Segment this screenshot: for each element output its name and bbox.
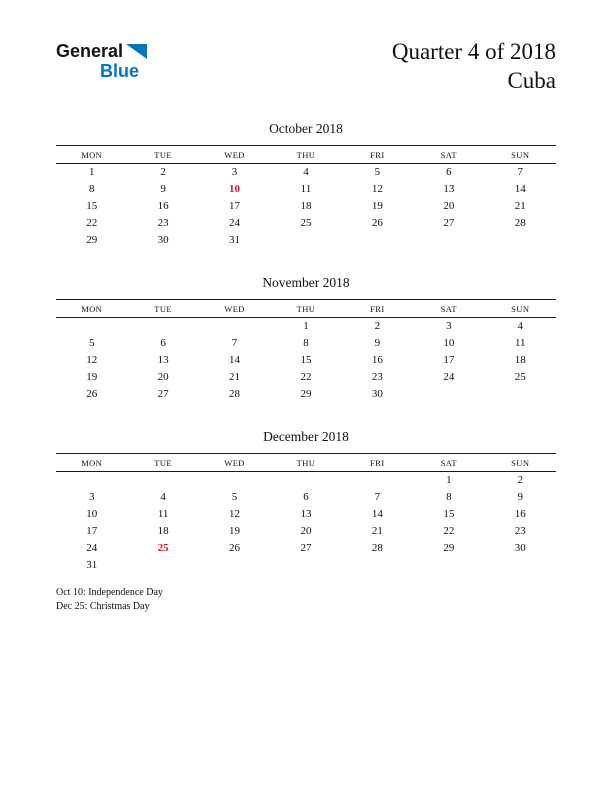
day-cell: 8: [303, 337, 309, 349]
title-country: Cuba: [507, 67, 556, 93]
day-cell: 12: [371, 183, 383, 195]
weekday-header: WED: [224, 457, 245, 468]
day-cell: 8: [446, 491, 452, 503]
day-cell: 5: [231, 491, 238, 503]
week-row: [56, 471, 556, 489]
day-cell: 21: [514, 200, 526, 212]
weekday-header: SUN: [511, 457, 530, 468]
empty-cell: [413, 232, 484, 249]
day-cell: 29: [443, 542, 455, 554]
day-cell: 19: [371, 200, 383, 212]
day-cell: 1: [88, 166, 95, 178]
weekday-header: FRI: [370, 303, 385, 314]
weekday-header: TUE: [154, 303, 172, 314]
day-cell: 13: [157, 354, 169, 366]
day-cell: 10: [86, 508, 98, 520]
weekday-header: SAT: [440, 457, 457, 468]
day-cell: 23: [514, 525, 526, 537]
weekday-header: WED: [224, 149, 245, 160]
day-cell: 6: [446, 166, 452, 178]
weekday-header: SAT: [440, 149, 457, 160]
day-cell: 5: [88, 337, 95, 349]
day-cell: 22: [86, 217, 98, 229]
weekday-header: THU: [296, 149, 316, 160]
week-row: [56, 181, 556, 198]
day-cell: 18: [157, 525, 169, 537]
empty-cell: [127, 471, 198, 489]
empty-cell: [199, 471, 270, 489]
day-cell: 28: [229, 388, 241, 400]
day-cell: 27: [157, 388, 169, 400]
week-row: [56, 163, 556, 181]
weekday-header-row: [56, 299, 556, 317]
day-cell: 17: [86, 525, 98, 537]
day-cell: 14: [229, 354, 241, 366]
day-cell: 4: [303, 166, 309, 178]
week-row: [56, 232, 556, 249]
empty-cell: [485, 232, 556, 249]
day-cell: 11: [300, 183, 312, 195]
day-cell: 18: [514, 354, 526, 366]
day-cell: 6: [160, 337, 166, 349]
months-container: [56, 121, 556, 574]
empty-cell: [342, 557, 413, 574]
week-row: [56, 489, 556, 506]
day-cell: 31: [86, 559, 98, 571]
day-cell: 17: [229, 200, 241, 212]
day-cell: 14: [371, 508, 383, 520]
week-row: [56, 557, 556, 574]
day-cell: 30: [157, 234, 169, 246]
day-cell: 3: [231, 166, 238, 178]
weekday-header: MON: [81, 149, 103, 160]
weekday-header: FRI: [370, 457, 385, 468]
day-cell: 9: [374, 337, 381, 349]
empty-cell: [413, 386, 484, 403]
day-cell: 28: [514, 217, 526, 229]
day-cell: 6: [303, 491, 309, 503]
day-cell: 12: [229, 508, 241, 520]
week-row: [56, 335, 556, 352]
day-cell: 3: [446, 320, 452, 332]
weekday-header: SUN: [511, 149, 530, 160]
weekday-header: SAT: [440, 303, 457, 314]
day-cell: 5: [374, 166, 381, 178]
day-cell: 25: [300, 217, 312, 229]
day-cell: 9: [160, 183, 166, 195]
day-cell: 15: [443, 508, 455, 520]
day-cell: 13: [443, 183, 455, 195]
title-quarter: Quarter 4 of 2018: [391, 39, 556, 64]
day-cell: 11: [514, 337, 526, 349]
empty-cell: [342, 471, 413, 489]
day-cell: 2: [160, 166, 166, 178]
empty-cell: [485, 557, 556, 574]
holiday-footnote: Dec 25: Christmas Day: [56, 601, 150, 612]
day-cell: 21: [371, 525, 383, 537]
weekday-header: WED: [224, 303, 245, 314]
day-cell: 7: [374, 491, 381, 503]
day-cell: 30: [514, 542, 526, 554]
general-blue-logo: [56, 38, 147, 81]
week-row: [56, 523, 556, 540]
day-cell: 1: [303, 320, 309, 332]
day-cell: 27: [300, 542, 312, 554]
month-section: [56, 429, 556, 574]
day-cell: 18: [300, 200, 312, 212]
logo-line-general: [56, 42, 147, 63]
empty-cell: [199, 557, 270, 574]
day-cell: 24: [229, 217, 241, 229]
weekday-header: MON: [81, 457, 103, 468]
day-cell: 31: [229, 234, 241, 246]
day-cell: 17: [443, 354, 455, 366]
day-cell: 26: [229, 542, 241, 554]
logo-text-general: General: [56, 41, 124, 61]
page-title: [392, 38, 556, 96]
day-cell: 16: [157, 200, 169, 212]
day-cell: 2: [374, 320, 381, 332]
week-row: [56, 540, 556, 557]
empty-cell: [127, 557, 198, 574]
day-cell: 29: [300, 388, 312, 400]
week-row: [56, 215, 556, 232]
holiday-footnote: Oct 10: Independence Day: [56, 586, 163, 598]
day-cell: 16: [371, 354, 383, 366]
day-cell: 10: [443, 337, 455, 349]
day-cell: 3: [88, 491, 95, 503]
day-cell: 11: [157, 508, 169, 520]
day-cell: 4: [160, 491, 166, 503]
day-cell: 14: [514, 183, 526, 195]
empty-cell: [413, 557, 484, 574]
day-cell: 26: [371, 217, 383, 229]
weekday-header: TUE: [154, 457, 172, 468]
day-cell: 25: [157, 542, 169, 554]
day-cell: 23: [157, 217, 169, 229]
weekday-header: THU: [296, 303, 316, 314]
week-row: [56, 369, 556, 386]
day-cell: 15: [300, 354, 312, 366]
week-row: [56, 317, 556, 335]
month-title: December 2018: [263, 428, 349, 444]
weekday-header: FRI: [370, 149, 385, 160]
day-cell: 9: [517, 491, 524, 503]
day-cell: 1: [446, 474, 452, 486]
month-title: November 2018: [262, 274, 350, 290]
weekday-header: TUE: [154, 149, 172, 160]
day-cell: 22: [300, 371, 312, 383]
week-row: [56, 198, 556, 215]
day-cell: 20: [300, 525, 312, 537]
day-cell: 20: [157, 371, 169, 383]
empty-cell: [56, 317, 127, 335]
month-table: [56, 299, 556, 403]
day-cell: 21: [229, 371, 241, 383]
day-cell: 23: [371, 371, 383, 383]
day-cell: 30: [371, 388, 383, 400]
weekday-header: MON: [81, 303, 103, 314]
month-section: [56, 121, 556, 249]
day-cell: 22: [443, 525, 455, 537]
month-section: [56, 275, 556, 403]
day-cell: 24: [443, 371, 455, 383]
day-cell: 15: [86, 200, 98, 212]
empty-cell: [56, 471, 127, 489]
empty-cell: [270, 471, 341, 489]
day-cell: 8: [88, 183, 95, 195]
weekday-header-row: [56, 145, 556, 163]
day-cell: 7: [517, 166, 524, 178]
day-cell: 24: [86, 542, 98, 554]
day-cell: 16: [514, 508, 526, 520]
empty-cell: [199, 317, 270, 335]
week-row: [56, 386, 556, 403]
day-cell: 10: [229, 183, 241, 195]
day-cell: 12: [86, 354, 98, 366]
week-row: [56, 506, 556, 523]
week-row: [56, 352, 556, 369]
day-cell: 25: [514, 371, 526, 383]
empty-cell: [127, 317, 198, 335]
day-cell: 7: [231, 337, 238, 349]
weekday-header-row: [56, 453, 556, 471]
empty-cell: [342, 232, 413, 249]
day-cell: 29: [86, 234, 98, 246]
month-table: [56, 453, 556, 574]
month-table: [56, 145, 556, 249]
month-title: October 2018: [269, 120, 343, 136]
day-cell: 4: [517, 320, 524, 332]
day-cell: 26: [86, 388, 98, 400]
day-cell: 27: [443, 217, 455, 229]
logo-text-blue: Blue: [100, 60, 140, 81]
day-cell: 19: [86, 371, 98, 383]
page-header: [56, 38, 556, 96]
day-cell: 19: [229, 525, 241, 537]
day-cell: 13: [300, 508, 312, 520]
weekday-header: SUN: [511, 303, 530, 314]
day-cell: 20: [443, 200, 455, 212]
empty-cell: [485, 386, 556, 403]
empty-cell: [270, 232, 341, 249]
weekday-header: THU: [296, 457, 316, 468]
day-cell: 28: [371, 542, 383, 554]
day-cell: 2: [517, 474, 524, 486]
footnotes: [56, 586, 556, 615]
empty-cell: [270, 557, 341, 574]
